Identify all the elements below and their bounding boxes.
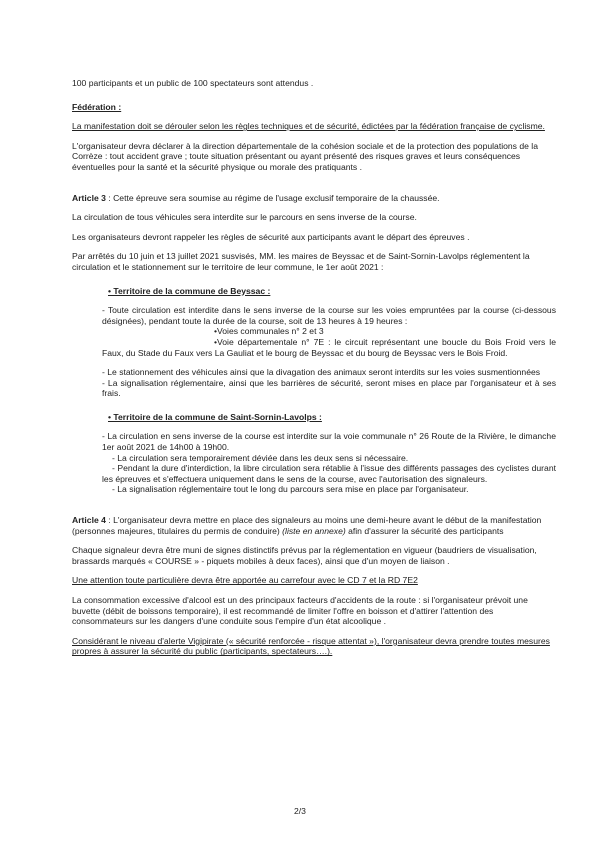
text-interdiction-duree: - Pendant la dure d'interdiction, la libre circulation sera rétablie à l'issue des différents passages des cyclistes durant les épreuves et s'effectuera uniquement dans le sens de la course, avec l'autorisation des signaleurs. (102, 463, 556, 484)
text-declaration-accidents: L'organisateur devra déclarer à la direction départementale de la cohésion sociale et de la protection des populations de la Corrèze : tout accident grave ; toute situation présentant ou ayant présenté des risques graves et leurs conséquences éventuelles pour la santé et la sécurité physique ou morale des pratiquants . (72, 140, 539, 172)
text-deviation: - La circulation sera temporairement déviée dans les deux sens si nécessaire. (112, 452, 409, 463)
text-signalisation-barrieres: - La signalisation réglementaire, ainsi que les barrières de sécurité, seront mises en place par l'organisateur et à ses frais. (102, 377, 556, 399)
article-4 (72, 515, 556, 536)
article-3 (72, 193, 556, 204)
article-4-label: Article 4 (72, 515, 106, 526)
text-vigipirate: Considérant le niveau d'alerte Vigipirate (« sécurité renforcée - risque attentat »), l'organisateur devra prendre toutes mesures propres à assurer la sécurité du public (participants, spectateurs….). (72, 635, 550, 657)
text-signalisation-parcours: - La signalisation réglementaire tout le long du parcours sera mise en place par l'organisateur. (112, 484, 469, 495)
article-4-text-liste: (liste en annexe) (282, 525, 346, 536)
text-stationnement: - Le stationnement des véhicules ainsi que la divagation des animaux seront interdits sur les voies susmentionnées (102, 367, 541, 378)
text-federation-rules: La manifestation doit se dérouler selon les règles techniques et de sécurité, édictées par la fédération française de cyclisme. (72, 121, 545, 132)
text-regles-securite: Les organisateurs devront rappeler les règles de sécurité aux participants avant le départ des épreuves . (72, 231, 470, 242)
text-beyssac-circulation: - Toute circulation est interdite dans le sens inverse de la course sur les voies empruntées par la course (ci-dessous désignées), pendant toute la durée de la course, soit de 13 heures à 19 heures : (102, 305, 556, 326)
text-voies-communales: •Voies communales n° 2 et 3 (214, 326, 324, 337)
article-3-label: Article 3 (72, 192, 106, 203)
article-3-text: : Cette épreuve sera soumise au régime de l'usage exclusif temporaire de la chaussée. (105, 192, 440, 203)
text-consommation-alcool: La consommation excessive d'alcool est un des principaux facteurs d'accidents de la route : si l'organisateur prévoit une buvette (débit de boissons temporaire), il est recommandé de limiter l'offre en boisson et d'attirer l'attention des consommateurs sur les dangers d'une conduite sous l'empire d'un état alcoolique . (72, 595, 528, 627)
page-number: 2/3 (294, 806, 306, 816)
text-saint-sornin-circulation: - La circulation en sens inverse de la course est interdite sur la voie communale n° 26 Route de la Rivière, le dimanche 1er août 2021 de 14h00 à 19h00. (102, 431, 556, 453)
text-attention-carrefour: Une attention toute particulière devra être apportée au carrefour avec le CD 7 et la RD 7E2 (72, 575, 418, 586)
text-circulation-interdite: La circulation de tous véhicules sera interdite sur le parcours en sens inverse de la course. (72, 212, 417, 223)
text-voie-departementale: •Voie départementale n° 7E : le circuit représentant une boucle du Bois Froid vers le Faux, du Stade du Faux vers La Gauliat et le bourg de Beyssac et du bourg de Beyssac vers le Bois Froid. (102, 336, 556, 358)
heading-federation: Fédération : (72, 101, 122, 112)
heading-territoire-beyssac: • Territoire de la commune de Beyssac : (108, 285, 271, 296)
article-4-text-a: : L'organisateur devra mettre en place des signaleurs au moins une demi-heure avant le début de la manifestation (personnes majeures, titulaires du permis de conduire) (72, 515, 542, 536)
text-signaleur-equipement: Chaque signaleur devra être muni de signes distinctifs prévus par la réglementation en vigueur (baudriers de visualisation, brassards marqués « COURSE » - piquets mobiles à deux faces), ainsi que d'un moyen de liaison . (72, 545, 537, 566)
article-4-text-b: afin d'assurer la sécurité des participants (345, 525, 504, 536)
text-arretes: Par arrêtés du 10 juin et 13 juillet 2021 susvisés, MM. les maires de Beyssac et de Saint-Sornin-Lavolps réglementent la circulation et le stationnement sur le territoire de leur commune, le 1er août 2021 : (72, 251, 530, 272)
text-participants: 100 participants et un public de 100 spectateurs sont attendus . (72, 78, 314, 88)
heading-territoire-saint-sornin: • Territoire de la commune de Saint-Sornin-Lavolps : (108, 411, 322, 422)
